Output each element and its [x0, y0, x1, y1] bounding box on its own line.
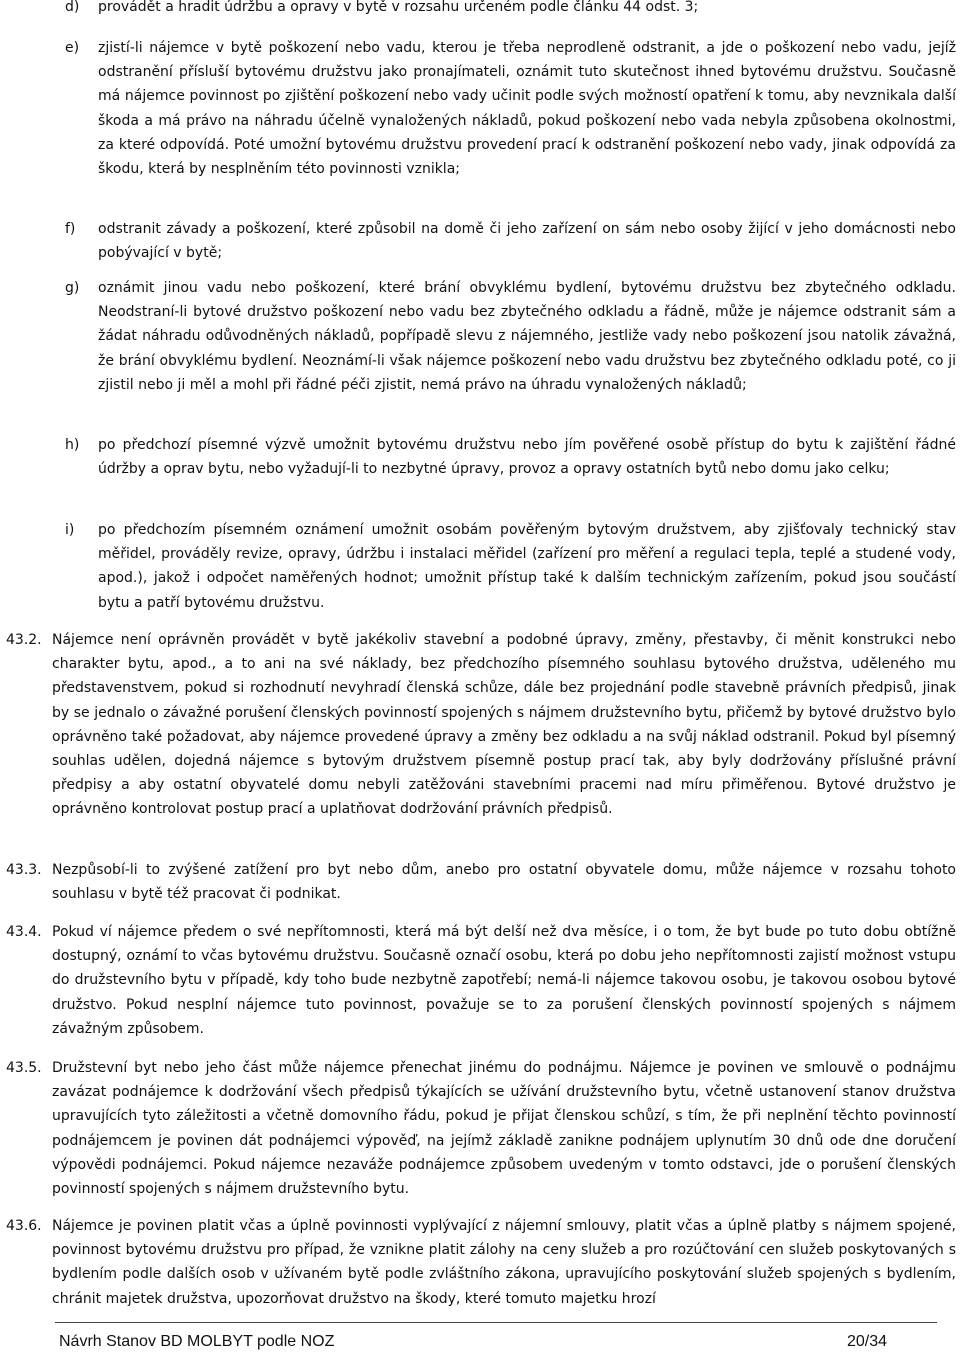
list-item-e: [0, 36, 960, 181]
section-number: 43.5.: [6, 1060, 42, 1076]
section-43-2: [0, 628, 960, 822]
list-label: f): [65, 221, 76, 237]
page-number: 20/34: [846, 1333, 887, 1350]
section-43-4: [0, 920, 960, 1041]
section-number: 43.2.: [6, 632, 42, 648]
footer-title: Návrh Stanov BD MOLBYT podle NOZ: [59, 1333, 335, 1350]
list-label: i): [65, 522, 75, 538]
list-text: odstranit závady a poškození, které způsobil na domě či jeho zařízení on sám nebo osoby žijící v jeho domácnosti nebo pobývající v bytě;: [98, 221, 956, 262]
section-number: 43.3.: [6, 862, 42, 878]
list-item-i: [0, 518, 960, 615]
list-label: h): [65, 437, 80, 453]
footer-divider: [55, 1322, 937, 1323]
section-text: Nezpůsobí-li to zvýšené zatížení pro byt nebo dům, anebo pro ostatní obyvatele domu, může nájemce v rozsahu tohoto souhlasu v bytě též pracovat či podnikat.: [52, 862, 956, 903]
section-text: Nájemce je povinen platit včas a úplně povinnosti vyplývající z nájemní smlouvy, platit včas a úplně platby s nájmem spojené, povinnost bytovému družstvu pro případ, že vznikne platit zálohy na ceny služeb a pro rozúčtování cen služeb poskytovaných s bydlením podle dalších osob v užívaném bytě podle zvláštního zákona, upravujícího poskytování služeb spojených s bydlením, chránit majetek družstva, upozorňovat družstvo na škody, které tomuto majetku hrozí: [52, 1218, 956, 1307]
section-43-5: [0, 1056, 960, 1201]
list-item-d: [0, 0, 960, 19]
list-text: provádět a hradit údržbu a opravy v bytě v rozsahu určeném podle článku 44 odst. 3;: [98, 0, 699, 15]
list-label: d): [65, 0, 80, 15]
section-number: 43.4.: [6, 924, 42, 940]
section-text: Nájemce není oprávněn provádět v bytě jakékoliv stavební a podobné úpravy, změny, přestavby, či měnit konstrukci nebo charakter bytu, apod., a to ani na své náklady, bez předchozího písemného souhlasu bytového družstva, uděleného mu představenstvem, pokud si rozhodnutí nevyhradí členská schůze, dále bez projednání podle stavebně právních předpisů, jinak by se jednalo o závažné porušení členských povinností spojených s nájmem družstevního bytu, přičemž by bytové družstvo bylo oprávněno také požadovat, aby nájemce provedené úpravy a změny bez odkladu a na svůj náklad odstranil. Pokud byl písemný souhlas udělen, dojedná nájemce s bytovým družstvem písemně postup prací tak, aby byly dodržovány příslušné právní předpisy a aby ostatní obyvatelé domu nebyli zatěžováni stavebními pracemi nad míru přiměřenou. Bytové družstvo je oprávněno kontrolovat postup prací a uplatňovat dodržování právních předpisů.: [52, 632, 956, 818]
section-number: 43.6.: [6, 1218, 42, 1234]
list-label: e): [65, 40, 80, 56]
list-label: g): [65, 280, 80, 296]
list-text: oznámit jinou vadu nebo poškození, které brání obvyklému bydlení, bytovému družstvu bez zbytečného odkladu. Neodstraní-li bytové družstvo poškození nebo vadu bez zbytečného odkladu a řádně, může je nájemce odstranit sám a žádat náhradu odůvodněných nákladů, popřípadě slevu z nájemného, jestliže vady nebo poškození jsou natolik závažná, že brání obvyklému bydlení. Neoznámí-li však nájemce poškození nebo vadu družstvu bez zbytečného odkladu poté, co ji zjistil nebo ji měl a mohl při řádné péči zjistit, nemá právo na úhradu vynaložených nákladů;: [98, 280, 956, 393]
list-item-g: [0, 276, 960, 397]
list-item-h: [0, 433, 960, 481]
list-text: po předchozím písemném oznámení umožnit osobám pověřeným bytovým družstvem, aby zjišťovaly technický stav měřidel, prováděly revize, opravy, údržbu i instalaci měřidel (zařízení pro měření a regulaci tepla, teplé a studené vody, apod.), jakož i odpočet naměřených hodnot; umožnit přístup také k dalším technickým zařízením, pokud jsou součástí bytu a patří bytovému družstvu.: [98, 522, 956, 611]
section-text: Pokud ví nájemce předem o své nepřítomnosti, která má být delší než dva měsíce, i o tom, že byt bude po tuto dobu obtížně dostupný, oznámí to včas bytovému družstvu. Současně označí osobu, která po dobu jeho nepřítomnosti zajistí možnost vstupu do družstevního bytu v případě, kdy toho bude nezbytně zapotřebí; nemá-li nájemce takovou osobu, je takovou osobou bytové družstvo. Pokud nesplní nájemce tuto povinnost, považuje se to za porušení členských povinností spojených s nájmem závažným způsobem.: [52, 924, 956, 1037]
section-43-6: [0, 1214, 960, 1311]
list-text: zjistí-li nájemce v bytě poškození nebo vadu, kterou je třeba neprodleně odstranit, a jde o poškození nebo vadu, jejíž odstranění přísluší bytovému družstvu jako pronajímateli, oznámit tuto skutečnost ihned bytovému družstvu. Současně má nájemce povinnost po zjištění poškození nebo vady učinit podle svých možností opatření k tomu, aby nevznikala další škoda a má právo na náhradu účelně vynaložených nákladů, pokud poškození nebo vada nebyla způsobena okolnostmi, za které odpovídá. Poté umožní bytovému družstvu provedení prací k odstranění poškození nebo vady, jinak odpovídá za škodu, která by nesplněním této povinnosti vznikla;: [98, 40, 956, 178]
section-text: Družstevní byt nebo jeho část může nájemce přenechat jinému do podnájmu. Nájemce je povinen ve smlouvě o podnájmu zavázat podnájemce k dodržování všech předpisů týkajících se užívání družstevního bytu, včetně ustanovení stanov družstva upravujících tyto záležitosti a včetně domovního řádu, pokud je přijat členskou schůzí, s tím, že při neplnění těchto povinností podnájemcem je povinen dát podnájemci výpověď, na jejímž základě zanikne podnájem uplynutím 30 dnů ode dne doručení výpovědi podnájemci. Pokud nájemce nezaváže podnájemce způsobem uvedeným v tomto odstavci, jde o porušení členských povinností spojených s nájmem družstevního bytu.: [52, 1060, 956, 1198]
list-item-f: [0, 217, 960, 265]
section-43-3: [0, 858, 960, 906]
list-text: po předchozí písemné výzvě umožnit bytovému družstvu nebo jím pověřené osobě přístup do bytu k zajištění řádné údržby a oprav bytu, nebo vyžadují-li to nezbytné úpravy, provoz a opravy ostatních bytů nebo domu jako celku;: [98, 437, 956, 478]
